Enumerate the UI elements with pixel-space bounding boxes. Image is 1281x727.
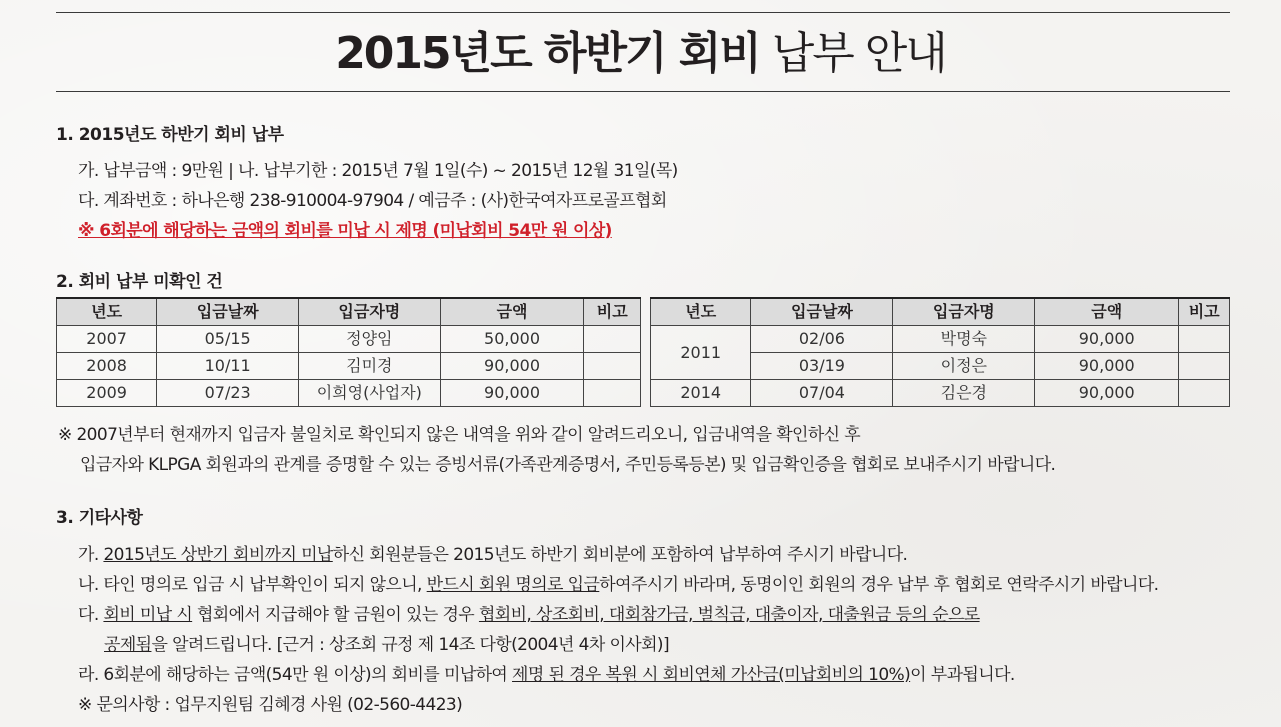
text: 나. 타인 명의로 입금 시 납부확인이 되지 않으니, — [78, 575, 427, 595]
cell: 02/06 — [751, 326, 893, 353]
cell — [1179, 380, 1230, 407]
cell: 90,000 — [1035, 353, 1179, 380]
left-table — [56, 297, 641, 407]
cell: 이희영(사업자) — [299, 380, 441, 407]
s3-contact: ※ 문의사항 : 업무지원팀 김혜경 사원 (02-560-4423) — [78, 695, 463, 715]
cell: 50,000 — [440, 326, 584, 353]
text: 다. — [78, 605, 104, 625]
text: 하신 회원분들은 2015년도 하반기 회비분에 포함하여 납부하여 주시기 바랍니다. — [332, 545, 908, 565]
table-row — [57, 380, 641, 407]
s1-line2: 다. 계좌번호 : 하나은행 238-910004-97904 / 예금주 : (사)한국여자프로골프협회 — [78, 191, 667, 211]
title-light: 납부 안내 — [759, 28, 946, 79]
top-rule — [56, 12, 1230, 13]
text: 협회에서 지급해야 할 금원이 있는 경우 — [192, 605, 479, 625]
cell: 90,000 — [1035, 326, 1179, 353]
col-note: 비고 — [1179, 298, 1230, 326]
underlined-text: 회비 미납 시 — [103, 605, 193, 625]
cell: 10/11 — [157, 353, 299, 380]
cell: 90,000 — [440, 353, 584, 380]
section1-heading: 1. 2015년도 하반기 회비 납부 — [56, 125, 284, 145]
col-amount: 금액 — [440, 298, 584, 326]
cell: 박명숙 — [893, 326, 1035, 353]
text: 을 알려드립니다. [근거 : 상조회 규정 제 14조 다항(2004년 4차 이사회)] — [151, 635, 669, 655]
cell: 이정은 — [893, 353, 1035, 380]
cell — [1179, 353, 1230, 380]
underlined-text: 제명 된 경우 복원 시 회비연체 가산금(미납회비의 10%) — [512, 665, 911, 685]
table-row — [651, 380, 1230, 407]
text: 이 부과됩니다. — [910, 665, 1015, 685]
table-row — [57, 326, 641, 353]
s3-item-na — [78, 570, 1158, 595]
table-row — [651, 326, 1230, 353]
col-name: 입금자명 — [299, 298, 441, 326]
cell: 90,000 — [440, 380, 584, 407]
s1-warning: ※ 6회분에 해당하는 금액의 회비를 미납 시 제명 (미납회비 54만 원 이상) — [78, 221, 612, 241]
col-name: 입금자명 — [893, 298, 1035, 326]
page-title — [0, 26, 1281, 82]
cell: 김은경 — [893, 380, 1035, 407]
cell: 05/15 — [157, 326, 299, 353]
cell — [584, 353, 641, 380]
s3-item-da — [78, 600, 980, 625]
underlined-text: 협회비, 상조회비, 대회참가금, 벌칙금, 대출이자, 대출원금 등의 순으로 — [478, 605, 980, 625]
cell: 90,000 — [1035, 380, 1179, 407]
cell — [584, 380, 641, 407]
table-row — [57, 353, 641, 380]
cell — [1179, 326, 1230, 353]
s2-note2: 입금자와 KLPGA 회원과의 관계를 증명할 수 있는 증빙서류(가족관계증명서, 주민등록등본) 및 입금확인증을 협회로 보내주시기 바랍니다. — [80, 455, 1056, 475]
s3-item-ra — [78, 660, 1015, 685]
section3-heading: 3. 기타사항 — [56, 508, 143, 528]
underlined-text: 2015년도 상반기 회비까지 미납 — [103, 545, 333, 565]
col-date: 입금날짜 — [157, 298, 299, 326]
cell: 07/04 — [751, 380, 893, 407]
cell: 2014 — [651, 380, 751, 407]
section2-heading: 2. 회비 납부 미확인 건 — [56, 272, 223, 292]
cell: 김미경 — [299, 353, 441, 380]
cell — [584, 326, 641, 353]
cell-year-merged: 2011 — [651, 326, 751, 380]
col-year: 년도 — [57, 298, 157, 326]
s2-note1: ※ 2007년부터 현재까지 입금자 불일치로 확인되지 않은 내역을 위와 같이 알려드리오니, 입금내역을 확인하신 후 — [58, 425, 861, 445]
underlined-text: 반드시 회원 명의로 입금 — [426, 575, 600, 595]
cell: 2008 — [57, 353, 157, 380]
underlined-text: 공제됨 — [104, 635, 152, 655]
cell: 03/19 — [751, 353, 893, 380]
text: 라. 6회분에 해당하는 금액(54만 원 이상)의 회비를 미납하여 — [78, 665, 513, 685]
col-date: 입금날짜 — [751, 298, 893, 326]
col-amount: 금액 — [1035, 298, 1179, 326]
col-year: 년도 — [651, 298, 751, 326]
table-header-row — [57, 298, 641, 326]
table-header-row — [651, 298, 1230, 326]
cell: 2009 — [57, 380, 157, 407]
title-bold: 2015년도 하반기 회비 — [335, 28, 760, 79]
s3-item-ga — [78, 540, 907, 565]
text: 가. — [78, 545, 104, 565]
cell: 2007 — [57, 326, 157, 353]
s1-line1: 가. 납부금액 : 9만원 | 나. 납부기한 : 2015년 7월 1일(수) ~ 2015년 12월 31일(목) — [78, 161, 678, 181]
cell: 정양임 — [299, 326, 441, 353]
cell: 07/23 — [157, 380, 299, 407]
s3-item-da-cont — [104, 630, 669, 655]
text: 하여주시기 바라며, 동명이인 회원의 경우 납부 후 협회로 연락주시기 바랍니다. — [599, 575, 1159, 595]
title-rule — [56, 91, 1230, 92]
right-table — [650, 297, 1230, 407]
col-note: 비고 — [584, 298, 641, 326]
